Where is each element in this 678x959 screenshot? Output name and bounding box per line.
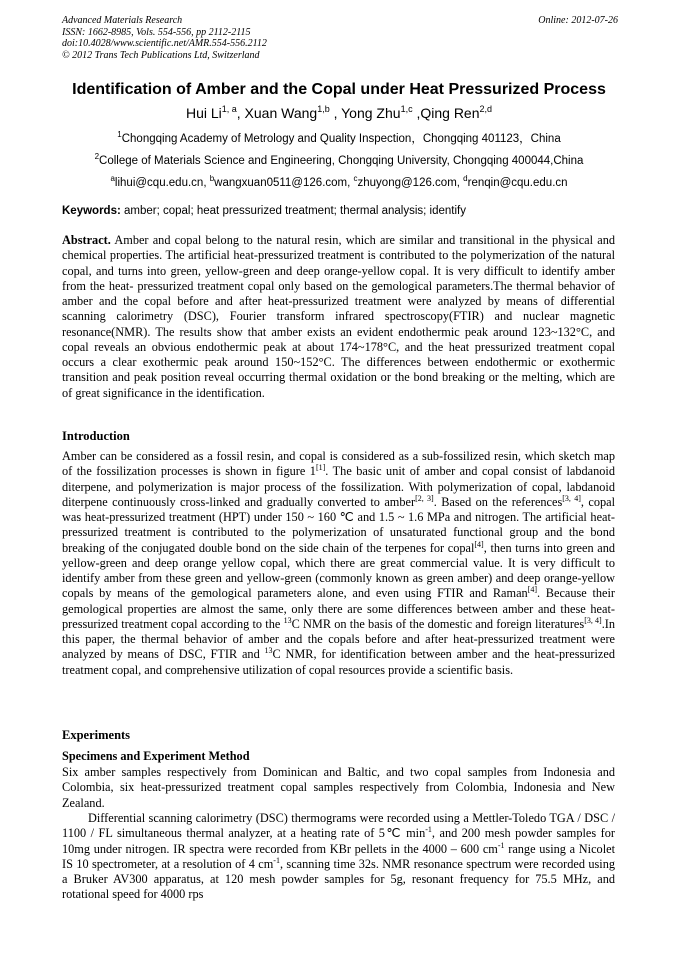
text-run: , and 200 mesh powder samples for 10mg under nitrogen. IR spectra were recorded from KBr pellets in the 4000 – 600 cm (62, 826, 615, 856)
abstract (62, 233, 615, 401)
author-separator: , (412, 105, 421, 121)
author-name: Yong Zhu (341, 105, 401, 121)
text-run: C NMR on the basis of the domestic and foreign literatures (291, 616, 585, 631)
citation-superscript: -1 (497, 840, 505, 850)
author-superscript: 1,c (400, 104, 413, 114)
doi-line: doi:10.4028/www.scientific.net/AMR.554-556.2112 (62, 38, 267, 49)
author-separator: , (236, 105, 245, 121)
author-emails (40, 175, 638, 191)
email-address[interactable]: zhuyong@126.com, (357, 177, 464, 189)
text-run: . Because their gemological properties are almost the same, only there are some differences between amber and these heat-pressurized treatment copal according to the (62, 586, 615, 631)
text-run: .In this paper, the thermal behavior of amber and the copals before and after heat-pressurized treatment were analyzed by means of DSC, FTIR and (62, 616, 616, 662)
email-address[interactable]: lihui@cqu.edu.cn, (114, 177, 210, 189)
citation-superscript: [1] (315, 463, 326, 473)
email-address[interactable]: wangxuan0511@126.com, (214, 177, 354, 189)
author-superscript: 1,b (317, 104, 330, 114)
keywords (62, 204, 618, 219)
citation-superscript: -1 (273, 855, 280, 865)
email-marker: b (209, 174, 215, 183)
text-run: Differential scanning calorimetry (DSC) thermograms were recorded using a Mettler-Toledo TGA / DSC / 1100 / FL simultaneous thermal analyzer, at a heating rate of 5℃ min (62, 811, 615, 841)
citation-superscript: [2, 3] (415, 493, 434, 503)
keywords-text: amber; copal; heat pressurized treatment; thermal analysis; identify (120, 205, 466, 217)
citation-superscript: [4] (474, 539, 484, 549)
text-run: , scanning time 32s. NMR resonance spectrum were recorded using a Bruker AV300 apparatus, at 120 mesh powder samples for 5g, resonant frequency for 75.5 MHz, and rotational speed for 4000 rps (62, 856, 615, 902)
email-marker: c (353, 174, 358, 183)
keywords-label: Keywords: (62, 205, 121, 217)
author-superscript: 2,d (479, 104, 493, 114)
text-run: , copal was heat-pressurized treatment (HPT) under 150 ~ 160 ℃ and 1.5 ~ 1.6 MPa and nitrogen. The artificial heat-pressurized treatment is contributed to the polymerization of unsaturated functional group and the bond breaking of the conjugated double bond on the side chain of the terpenes for copal (62, 494, 615, 555)
paper-title: Identification of Amber and the Copal under Heat Pressurized Process (72, 81, 606, 98)
online-date: Online: 2012-07-26 (538, 15, 618, 26)
email-marker: a (110, 174, 115, 183)
experiments-heading: Experiments (62, 728, 131, 742)
text-run: , then turns into green and yellow-green and deep orange yellow copal, which there are great commercial value. It is very difficult to identify amber from these green and yellow-green (commonly known as green amber) and deep orange-yellow copals by means of the gemological parameters alone, and even using FTIR and Raman (62, 540, 616, 601)
specimens-subheading: Specimens and Experiment Method (62, 749, 250, 763)
affiliation-2 (40, 153, 638, 169)
author-name: Qing Ren (420, 105, 480, 121)
introduction-heading: Introduction (62, 429, 130, 443)
author-separator: , (329, 105, 342, 121)
journal-header (62, 15, 618, 61)
text-run: Amber can be considered as a fossil resin, and copal is considered as a sub-fossilized resin, which sketch map of the fossilization processes is shown in figure 1 (62, 449, 615, 479)
citation-superscript: [3, 4] (584, 615, 602, 625)
author-name: Hui Li (185, 105, 222, 121)
issn-line: ISSN: 1662-8985, Vols. 554-556, pp 2112-2115 (62, 26, 251, 38)
copyright-line: © 2012 Trans Tech Publications Ltd, Switzerland (62, 49, 260, 61)
introduction-paragraph (62, 449, 615, 678)
author-name: Xuan Wang (244, 105, 318, 121)
citation-superscript: [4] (527, 585, 538, 595)
citation-superscript: -1 (425, 825, 432, 835)
affiliation-text: College of Materials Science and Engineering, Chongqing University, Chongqing 400044,China (99, 155, 584, 167)
journal-name: Advanced Materials Research (62, 15, 183, 26)
text-run: . The basic unit of amber and copal consist of labdanoid diterpene, and polymerization is major process of the fossilization. With polymerization of copal, labdanoid diterpene continuously cross-linked and gradually converted to amber (62, 464, 615, 509)
specimens-paragraph: Six amber samples respectively from Dominican and Baltic, and two copal samples from Indonesia and Colombia, six heat-pressurized treatment copal samples respectively from Colombia, Indonesia and New Zealand. (62, 765, 615, 810)
citation-superscript: [3, 4] (562, 493, 581, 503)
abstract-label: Abstract. (62, 233, 111, 247)
email-address[interactable]: renqin@cqu.edu.cn (467, 177, 568, 189)
abstract-text: Amber and copal belong to the natural resin, which are similar and transitional in the physical and chemical properties. The artificial heat-pressurized treatment is contributed to the polymerization of the natural copal, and turns into green, yellow-green and deep orange-yellow copal. It is very difficult to identify amber from the heat- pressurized treatment copal only based on the gemological parameters.The thermal behavior of amber and the copal before and after heat-pressurized treatment were analyzed by means of differential scanning calorimetry (DSC), Fourier transform infrared spectroscopy(FTIR) and nuclear magnetic resonance(NMR). The results show that amber exists an evident endothermic peak around 123~132°C, and copal reveals an obvious endothermic peak at about 174~178°C, and the heat pressurized treatment copal occurs a clear exothermic peak around 150~152°C. The differences between endothermic or exothermic transition and peak position reveal occurring thermal oxidation or the bond breaking or the melting, which are of great significance in the identification. (62, 233, 615, 400)
affiliation-number: 2 (94, 152, 100, 161)
citation-superscript: 13 (283, 615, 292, 625)
text-run: . Based on the references (433, 494, 563, 509)
text-run: range using a Nicolet IS 10 spectrometer, at a resolution of 4 cm (62, 841, 615, 871)
affiliation-1 (40, 131, 638, 147)
author-list (40, 103, 638, 123)
author-superscript: 1, a (221, 104, 237, 114)
email-marker: d (463, 174, 468, 183)
affiliation-number: 1 (117, 130, 122, 139)
method-paragraph (62, 811, 615, 903)
text-run: C NMR, for identification between amber and the heat-pressurized treatment copal, and comprehensive utilization of copal resources provide a scientific basis. (62, 647, 615, 677)
affiliation-text: Chongqing Academy of Metrology and Quality Inspection，Chongqing 401123，China (121, 133, 561, 145)
citation-superscript: 13 (264, 646, 273, 656)
